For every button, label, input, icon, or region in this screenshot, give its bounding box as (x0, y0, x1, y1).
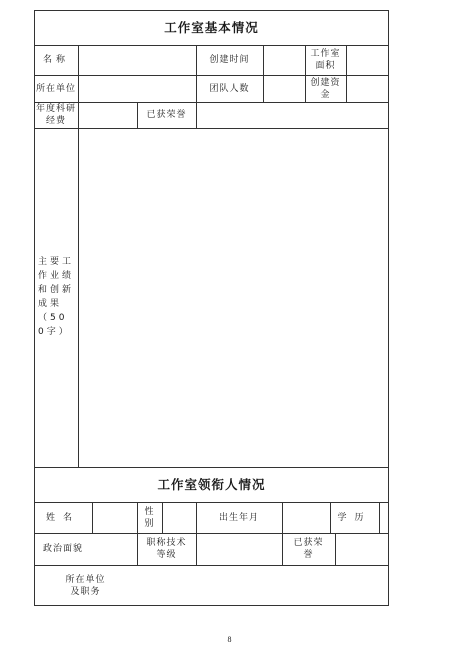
unit-position-label: 所在单位及职务 (65, 574, 106, 597)
created-time-label: 创建时间 (209, 55, 250, 65)
unit-field[interactable] (78, 75, 196, 102)
section-title-basic-info: 工作室基本情况 (164, 19, 259, 35)
studio-area-field[interactable] (346, 45, 389, 75)
fund-field[interactable] (346, 75, 389, 102)
research-fund-label: 年度科研经费 (36, 104, 77, 126)
page-number: 8 (227, 635, 232, 644)
leader-name-label: 姓名 (45, 512, 80, 523)
fund-label: 创建资金 (310, 77, 341, 100)
created-time-field[interactable] (263, 45, 305, 75)
achievements-label: 主要工作业绩和创新成果（500字） (38, 257, 75, 337)
name-field[interactable] (78, 45, 196, 75)
political-status-label: 政治面貌 (42, 544, 83, 554)
leader-name-field[interactable] (92, 502, 137, 533)
leader-honors-field[interactable] (335, 533, 389, 565)
team-size-label: 团队人数 (209, 83, 250, 94)
political-status-field[interactable] (92, 533, 137, 565)
gender-label: 性别 (144, 506, 155, 529)
leader-honors-label: 已获荣誉 (293, 538, 324, 560)
education-label: 学历 (337, 512, 372, 523)
achievements-field[interactable] (78, 128, 389, 467)
team-size-field[interactable] (263, 75, 305, 102)
name-label: 名称 (42, 55, 69, 65)
gender-field[interactable] (162, 502, 196, 533)
section-title-leader-info: 工作室领衔人情况 (157, 476, 266, 492)
honors-field[interactable] (196, 102, 389, 128)
studio-area-label: 工作室面积 (310, 49, 341, 71)
unit-position-field[interactable] (137, 565, 389, 606)
research-fund-field[interactable] (78, 102, 137, 128)
honors-label: 已获荣誉 (146, 110, 187, 120)
birth-date-label: 出生年月 (218, 512, 259, 523)
unit-label: 所在单位 (36, 83, 77, 94)
education-field[interactable] (379, 502, 389, 533)
professional-title-field[interactable] (196, 533, 282, 565)
professional-title-label: 职称技术等级 (146, 538, 187, 560)
birth-date-field[interactable] (282, 502, 330, 533)
